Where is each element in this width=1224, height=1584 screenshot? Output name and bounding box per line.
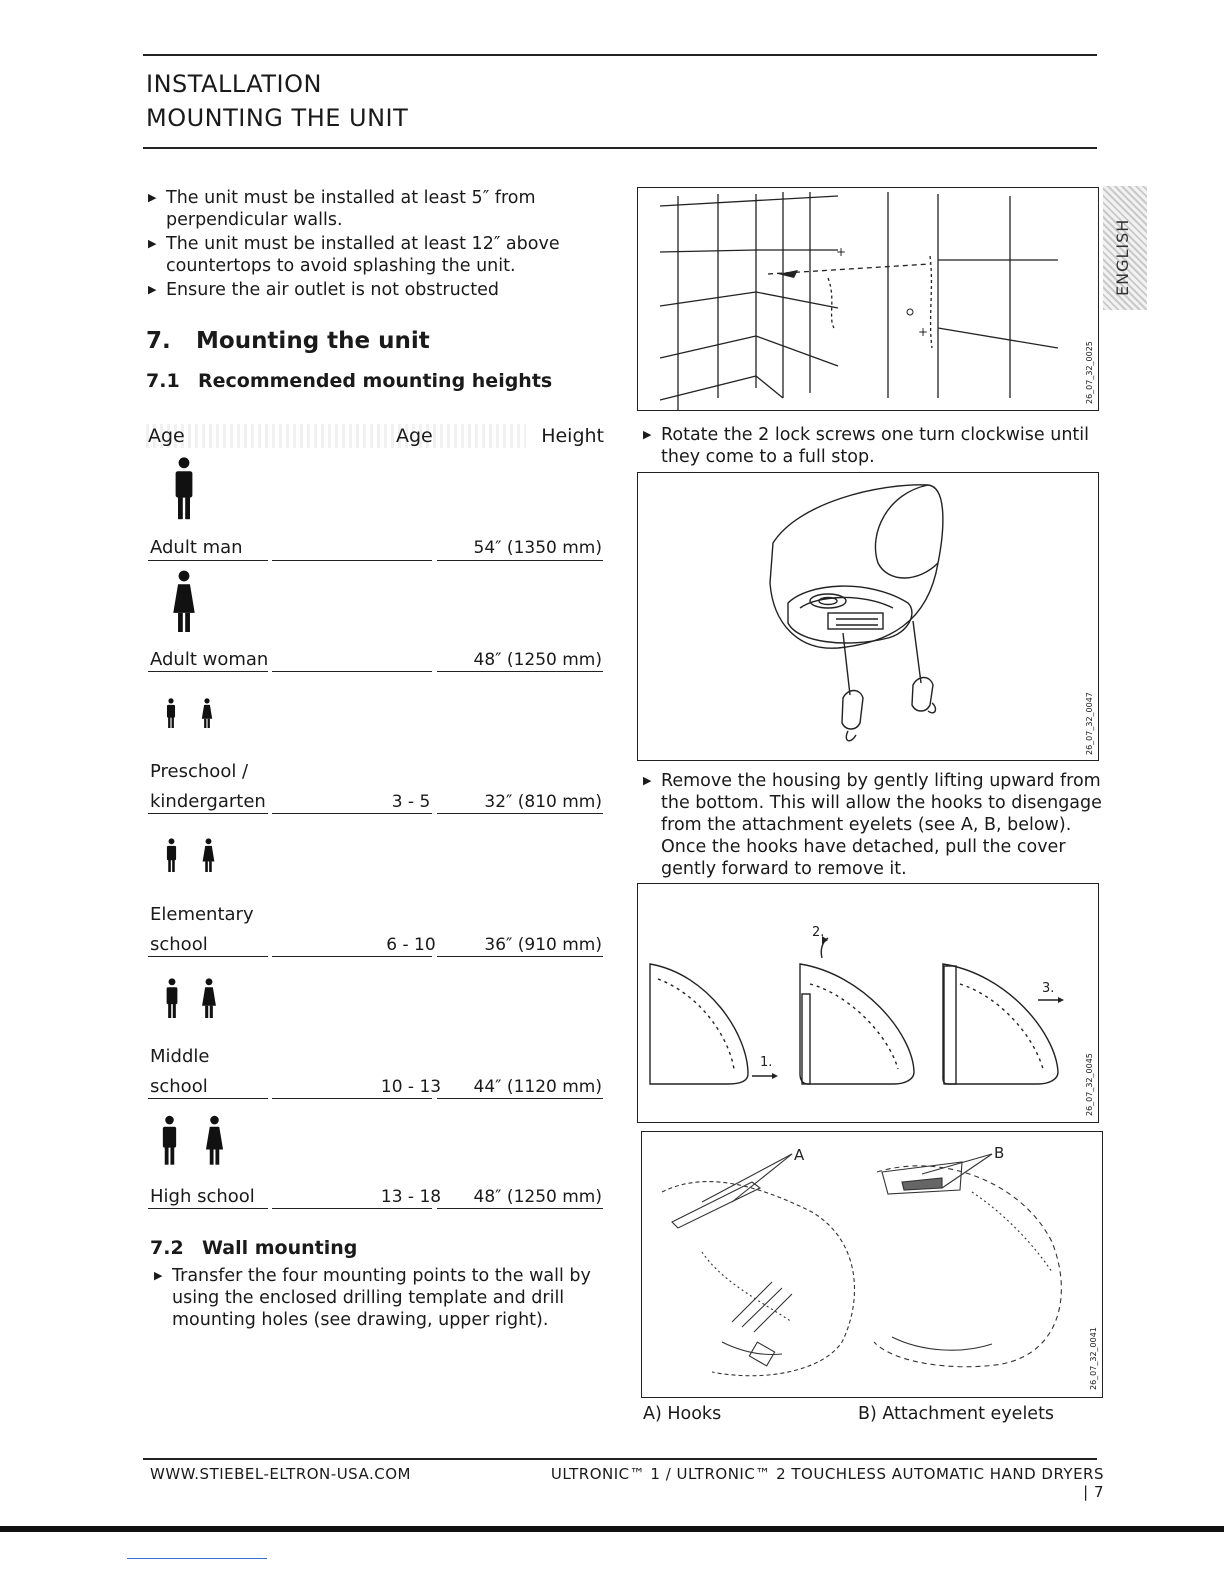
bullet-item: ▶ Transfer the four mounting points to the wall by using the enclosed drilling template and drill mounting holes (see drawing, upper right). bbox=[154, 1265, 594, 1331]
label-b: B bbox=[994, 1144, 1005, 1162]
section-7-2-title: Wall mounting bbox=[202, 1237, 358, 1259]
row-height: 32″ (810 mm) bbox=[484, 792, 602, 812]
row-rule bbox=[272, 813, 432, 814]
row-height: 54″ (1350 mm) bbox=[473, 538, 602, 558]
girl-icon bbox=[201, 978, 217, 1018]
row-height: 44″ (1120 mm) bbox=[473, 1077, 602, 1097]
row-label: Elementary bbox=[150, 904, 254, 925]
svg-text:+: + bbox=[918, 325, 929, 339]
row-rule bbox=[437, 956, 603, 957]
svg-text:+: + bbox=[836, 245, 847, 259]
bullet-item: ▶ The unit must be installed at least 12″ above countertops to avoid splashing the unit. bbox=[148, 233, 618, 277]
row-rule bbox=[148, 813, 268, 814]
boy-icon bbox=[164, 698, 178, 728]
girl-icon bbox=[201, 838, 216, 872]
section-7-heading bbox=[146, 328, 430, 354]
row-rule bbox=[148, 1098, 268, 1099]
language-tab-label: ENGLISH bbox=[1113, 218, 1132, 296]
row-rule bbox=[437, 1208, 603, 1209]
row-rule bbox=[148, 1208, 268, 1209]
bullet-item: ▶ The unit must be installed at least 5″ from perpendicular walls. bbox=[148, 187, 618, 231]
row-rule bbox=[437, 671, 603, 672]
row-height: 36″ (910 mm) bbox=[484, 935, 602, 955]
boy-icon bbox=[164, 838, 179, 872]
row-rule bbox=[437, 560, 603, 561]
col-header-age-range: Age bbox=[396, 425, 433, 447]
row-height: 48″ (1250 mm) bbox=[473, 650, 602, 670]
row-label: Adult man bbox=[150, 537, 243, 558]
label-a: A bbox=[794, 1146, 805, 1164]
row-age: 3 - 5 bbox=[391, 792, 431, 812]
row-rule bbox=[148, 671, 268, 672]
page-subtitle: MOUNTING THE UNIT bbox=[146, 104, 409, 132]
figure-drilling-template bbox=[637, 187, 1099, 411]
row-rule bbox=[272, 671, 432, 672]
footer-website: WWW.STIEBEL-ELTRON-USA.COM bbox=[150, 1465, 411, 1483]
row-rule bbox=[272, 1208, 432, 1209]
remove-caption bbox=[643, 770, 1103, 880]
header-rule bbox=[143, 147, 1097, 149]
row-label-line2: kindergarten bbox=[150, 791, 266, 812]
girl-icon bbox=[200, 698, 214, 728]
top-rule bbox=[143, 54, 1097, 56]
row-label: Preschool / bbox=[150, 761, 249, 782]
row-label-line2: school bbox=[150, 1076, 208, 1097]
row-age: 6 - 10 bbox=[386, 935, 436, 955]
eyelets-caption: B) Attachment eyelets bbox=[858, 1404, 1055, 1424]
row-rule bbox=[272, 956, 432, 957]
boy-icon bbox=[164, 978, 180, 1018]
row-label: Adult woman bbox=[150, 649, 269, 670]
page-title: INSTALLATION bbox=[146, 70, 322, 98]
figure-id: 26_07_32_0041 bbox=[1089, 1327, 1098, 1390]
hooks-eyelets-drawing bbox=[642, 1132, 1102, 1397]
intro-bullet-list bbox=[148, 187, 618, 303]
row-age: 10 - 13 bbox=[380, 1077, 442, 1097]
hand-dryer-lock-screws-drawing bbox=[638, 473, 1098, 760]
language-tab bbox=[1103, 186, 1147, 310]
page-bottom-bar bbox=[0, 1526, 1224, 1532]
table-header bbox=[146, 422, 606, 450]
row-label-line2: school bbox=[150, 934, 208, 955]
figure-hooks-eyelets bbox=[641, 1131, 1103, 1398]
hooks-caption: A) Hooks bbox=[643, 1404, 722, 1424]
drilling-template-drawing bbox=[638, 188, 1098, 410]
row-rule bbox=[148, 560, 268, 561]
row-label: High school bbox=[150, 1186, 255, 1207]
section-7-1-heading bbox=[146, 370, 552, 392]
section-7-2-heading bbox=[150, 1237, 357, 1259]
rotate-caption bbox=[643, 424, 1093, 468]
section-7-1-number: 7.1 bbox=[146, 370, 180, 392]
row-rule bbox=[437, 1098, 603, 1099]
bullet-item: ▶ Remove the housing by gently lifting upward from the bottom. This will allow the hooks to disengage from the attachment eyelets (see A, B, below). Once the hooks have detached, pull the cover gently forward to remove it. bbox=[643, 770, 1103, 880]
figure-removal-steps bbox=[637, 883, 1099, 1123]
figure-id: 26_07_32_0025 bbox=[1085, 341, 1094, 404]
teen-girl-icon bbox=[205, 1115, 224, 1165]
section-7-2-number: 7.2 bbox=[150, 1237, 184, 1259]
col-header-height: Height bbox=[541, 425, 604, 447]
step-2-label: 2. bbox=[812, 925, 825, 940]
bullet-item: ▶ Rotate the 2 lock screws one turn clockwise until they come to a full stop. bbox=[643, 424, 1093, 468]
removal-steps-drawing bbox=[638, 884, 1098, 1122]
row-age: 13 - 18 bbox=[380, 1187, 442, 1207]
man-icon bbox=[172, 456, 196, 520]
section-7-number: 7. bbox=[146, 328, 171, 354]
row-label: Middle bbox=[150, 1046, 210, 1067]
figure-lock-screws bbox=[637, 472, 1099, 761]
teen-boy-icon bbox=[160, 1115, 179, 1165]
woman-icon bbox=[172, 570, 196, 632]
footer-rule bbox=[143, 1458, 1097, 1460]
row-rule bbox=[272, 560, 432, 561]
footer-product-page: ULTRONIC™ 1 / ULTRONIC™ 2 TOUCHLESS AUTOMATIC HAND DRYERS | 7 bbox=[550, 1465, 1104, 1501]
col-header-age: Age bbox=[148, 425, 185, 447]
blue-underline bbox=[127, 1558, 267, 1559]
row-height: 48″ (1250 mm) bbox=[473, 1187, 602, 1207]
figure-id: 26_07_32_0047 bbox=[1085, 692, 1094, 755]
wall-mounting-text bbox=[154, 1265, 594, 1331]
row-rule bbox=[437, 813, 603, 814]
row-rule bbox=[148, 956, 268, 957]
row-rule bbox=[272, 1098, 432, 1099]
step-3-label: 3. bbox=[1042, 981, 1055, 996]
step-1-label: 1. bbox=[760, 1055, 773, 1070]
bullet-item: ▶ Ensure the air outlet is not obstructed bbox=[148, 279, 618, 301]
scan-noise bbox=[146, 424, 526, 448]
figure-id: 26_07_32_0045 bbox=[1085, 1053, 1094, 1116]
section-7-1-title: Recommended mounting heights bbox=[198, 370, 553, 392]
section-7-title: Mounting the unit bbox=[196, 328, 430, 354]
